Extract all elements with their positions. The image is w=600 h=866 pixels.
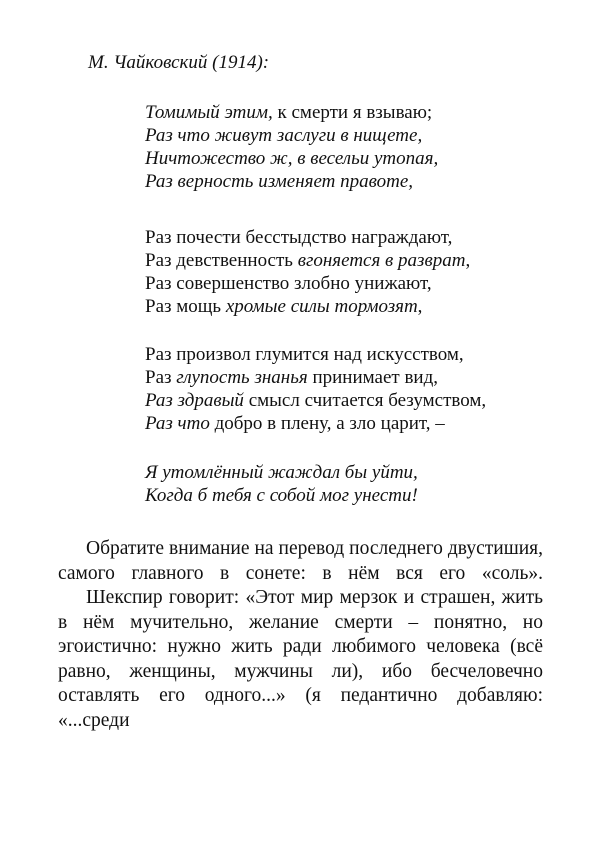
poem-line xyxy=(145,147,438,170)
poem-segment: Раз девственность xyxy=(145,250,298,271)
poem-segment: , xyxy=(465,250,471,271)
poem-segment: добро в плену, а зло царит, – xyxy=(209,413,445,434)
stanza-2 xyxy=(145,226,470,318)
poem-segment-italic: Раз что живут заслуги в нищете, xyxy=(145,125,423,146)
poem-segment: Раз xyxy=(145,367,177,388)
poem-segment-italic: Ничтожество ж, в весельи утопая, xyxy=(145,148,439,169)
poem-segment-italic: Раз здравый xyxy=(145,390,244,411)
poem-line xyxy=(145,272,470,295)
poem-line xyxy=(145,461,418,484)
poem-line xyxy=(145,101,438,124)
poem-line xyxy=(145,389,486,412)
poem-segment-italic: хромые силы тормозят xyxy=(225,296,418,317)
poem-segment: , xyxy=(417,296,423,317)
paragraph: Обратите внимание на перевод последнего двустишия, самого главного в сонете: в нём вся его «соль». xyxy=(58,538,543,584)
stanza-1 xyxy=(145,101,438,193)
poem-segment-italic: Когда б тебя с собой мог унести! xyxy=(145,485,418,506)
poem-segment-italic: вгоняется в разврат xyxy=(297,250,466,271)
poem-line xyxy=(145,249,470,272)
poem-line xyxy=(145,412,486,435)
poem-segment: смысл считается безумством, xyxy=(243,390,487,411)
prose-block xyxy=(58,537,543,733)
poem-line xyxy=(145,343,486,366)
poem-segment-italic: Раз что xyxy=(145,413,210,434)
poem-segment-italic: Томимый этим, xyxy=(145,102,273,123)
translation-heading: М. Чайковский (1914): xyxy=(88,52,270,73)
stanza-4 xyxy=(145,461,418,507)
poem-segment: Раз произвол глумится над искусством, xyxy=(145,344,464,365)
poem-segment: Раз почести бесстыдство награждают, xyxy=(145,227,453,248)
poem-segment-italic: Я утомлённый жаждал бы уйти, xyxy=(145,462,418,483)
poem-line xyxy=(145,170,438,193)
stanza-3 xyxy=(145,343,486,435)
poem-line xyxy=(145,295,470,318)
poem-line xyxy=(145,366,486,389)
poem-line xyxy=(145,484,418,507)
paragraph: Шекспир говорит: «Этот мир мерзок и страшен, жить в нём мучительно, желание смерти – понятно, но эгоистично: нужно жить ради любимого человека (всё равно, женщины, мужчины ли), ибо бесчеловечно оставлять его одного...» (я педантично добавляю: «...среди xyxy=(58,587,543,731)
poem-segment: к смерти я взываю; xyxy=(272,102,433,123)
poem-segment-italic: Раз верность изменяет правоте, xyxy=(145,171,414,192)
poem-line xyxy=(145,124,438,147)
poem-segment: принимает вид, xyxy=(307,367,438,388)
poem-segment: Раз совершенство злобно унижают, xyxy=(145,273,432,294)
poem-segment-italic: глупость знанья xyxy=(176,367,308,388)
poem-segment: Раз мощь xyxy=(145,296,226,317)
poem-line xyxy=(145,226,470,249)
